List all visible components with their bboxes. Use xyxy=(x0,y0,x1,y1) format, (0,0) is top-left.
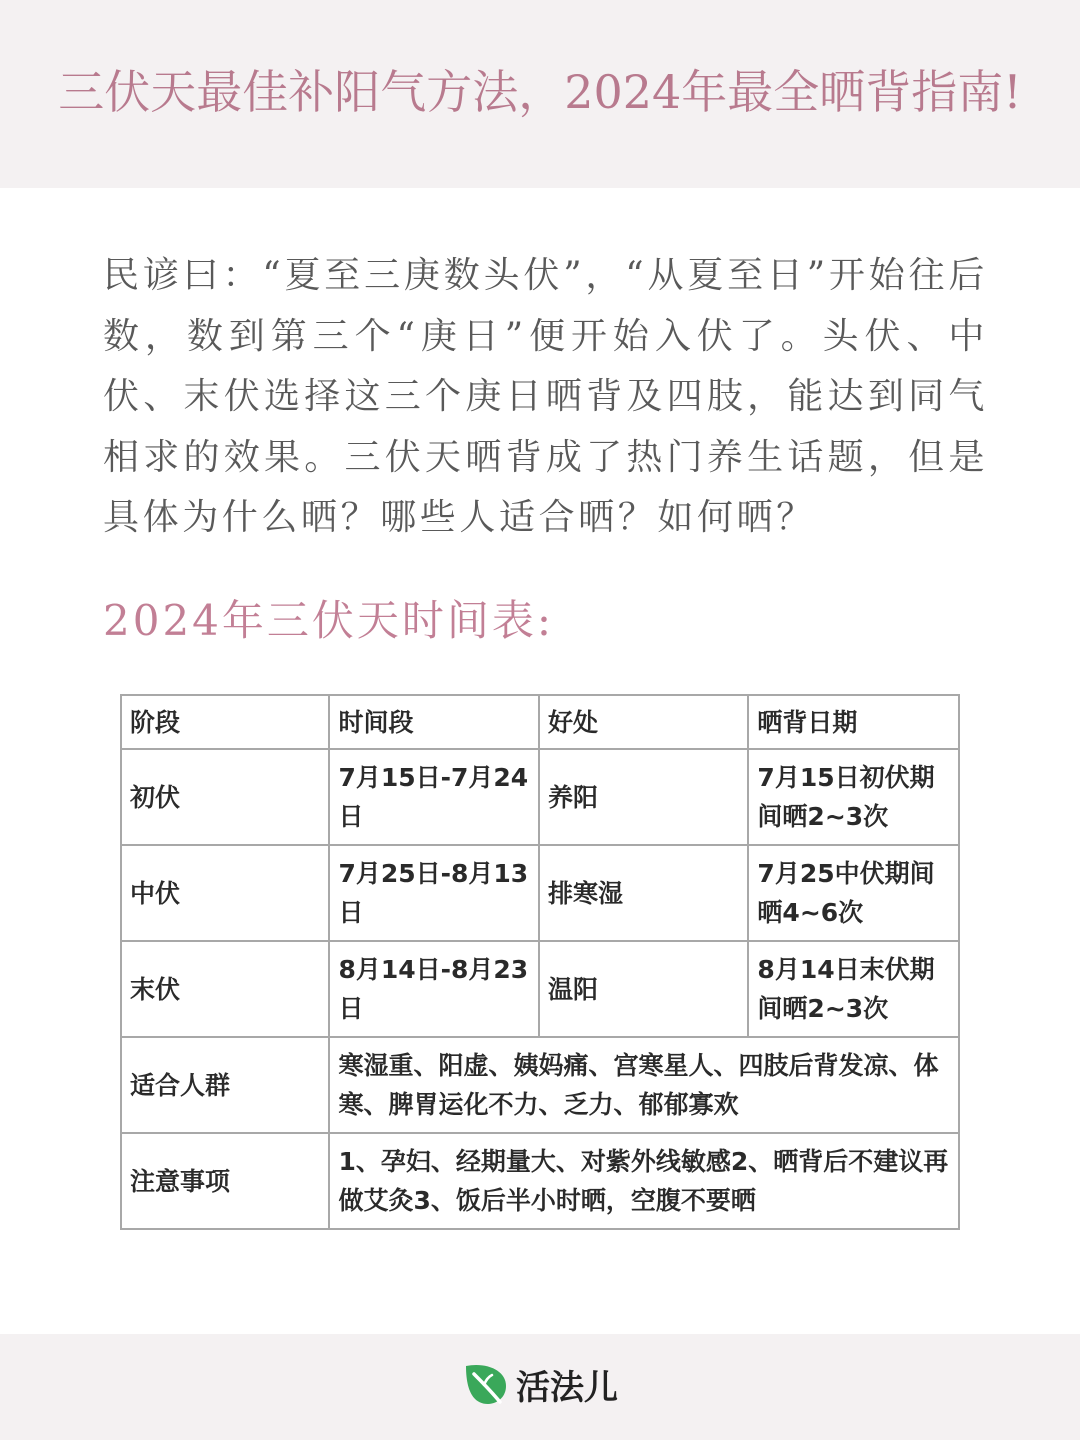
header-cell-dates: 晒背日期 xyxy=(748,695,959,749)
schedule-table xyxy=(120,694,960,1230)
cell-period: 8月14日-8月23日 xyxy=(329,941,539,1037)
header-cell-stage: 阶段 xyxy=(121,695,329,749)
notes-label: 注意事项 xyxy=(121,1133,329,1229)
cell-dates: 7月15日初伏期间晒2~3次 xyxy=(748,749,959,845)
cell-period: 7月25日-8月13日 xyxy=(329,845,539,941)
table-row-notes xyxy=(121,1133,959,1229)
header-cell-period: 时间段 xyxy=(329,695,539,749)
header-banner xyxy=(0,0,1080,188)
section-title: 2024年三伏天时间表: xyxy=(103,596,555,645)
notes-value: 1、孕妇、经期量大、对紫外线敏感2、晒背后不建议再做艾灸3、饭后半小时晒，空腹不要晒 xyxy=(329,1133,959,1229)
page-title: 三伏天最佳补阳气方法，2024年最全晒背指南! xyxy=(58,65,1022,119)
table-row xyxy=(121,845,959,941)
cell-benefit: 养阳 xyxy=(539,749,748,845)
cell-dates: 7月25中伏期间晒4~6次 xyxy=(748,845,959,941)
table-row-suitable xyxy=(121,1037,959,1133)
table-row xyxy=(121,749,959,845)
cell-stage: 初伏 xyxy=(121,749,329,845)
brand-logo xyxy=(462,1360,618,1409)
footer-banner xyxy=(0,1334,1080,1440)
suitable-label: 适合人群 xyxy=(121,1037,329,1133)
table-header-row xyxy=(121,695,959,749)
cell-benefit: 温阳 xyxy=(539,941,748,1037)
brand-name: 活法儿 xyxy=(516,1367,618,1408)
suitable-value: 寒湿重、阳虚、姨妈痛、宫寒星人、四肢后背发凉、体寒、脾胃运化不力、乏力、郁郁寡欢 xyxy=(329,1037,959,1133)
table-row xyxy=(121,941,959,1037)
intro-paragraph: 民谚曰：“夏至三庚数头伏”，“从夏至日”开始往后数，数到第三个“庚日”便开始入伏了。头伏、中伏、末伏选择这三个庚日晒背及四肢，能达到同气相求的效果。三伏天晒背成了热门养生话题，但是具体为什么晒？哪些人适合晒？如何晒？ xyxy=(103,255,988,538)
cell-dates: 8月14日末伏期间晒2~3次 xyxy=(748,941,959,1037)
cell-benefit: 排寒湿 xyxy=(539,845,748,941)
header-cell-benefit: 好处 xyxy=(539,695,748,749)
cell-stage: 中伏 xyxy=(121,845,329,941)
cell-stage: 末伏 xyxy=(121,941,329,1037)
cell-period: 7月15日-7月24日 xyxy=(329,749,539,845)
leaf-icon xyxy=(462,1360,510,1408)
